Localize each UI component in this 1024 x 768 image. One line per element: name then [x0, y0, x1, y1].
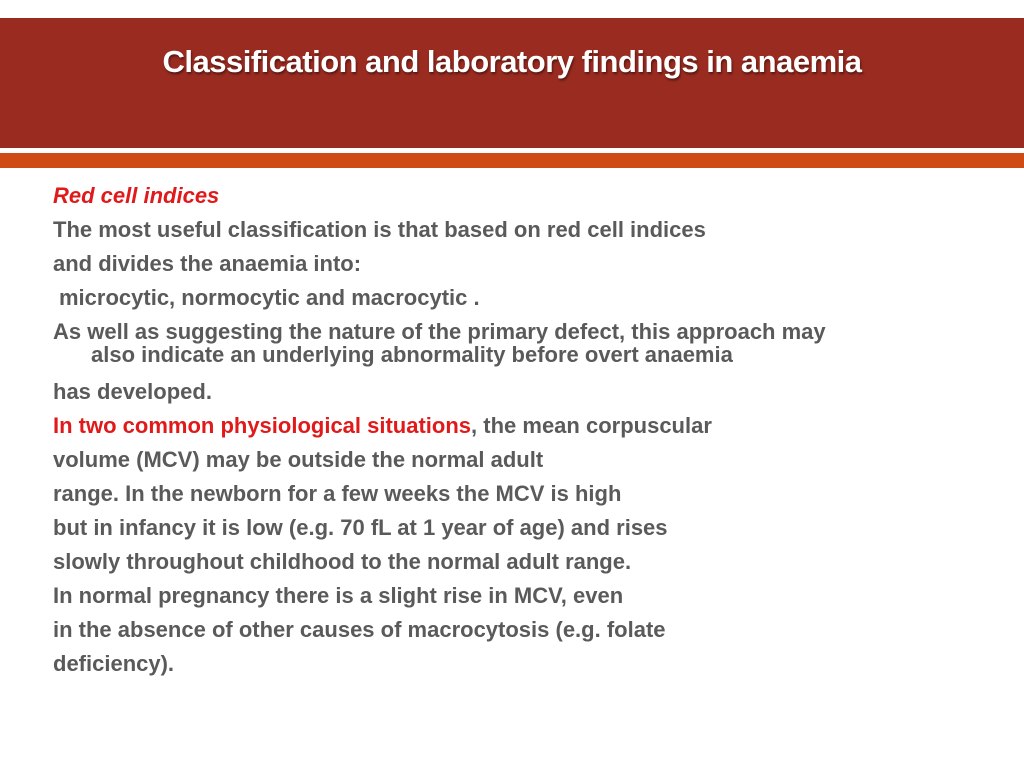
body-line: but in infancy it is low (e.g. 70 fL at 1 year of age) and rises — [53, 515, 668, 540]
section-heading — [53, 181, 953, 215]
body-line: As well as suggesting the nature of the primary defect, this approach may — [53, 319, 826, 344]
body-line: volume (MCV) may be outside the normal adult — [53, 447, 544, 472]
body-line: in the absence of other causes of macrocytosis (e.g. folate — [53, 617, 666, 642]
body-line: microcytic, normocytic and macrocytic . — [59, 285, 480, 310]
body-line: deficiency). — [53, 651, 175, 676]
body-line: range. In the newborn for a few weeks the MCV is high — [53, 481, 622, 506]
slide-body — [53, 181, 953, 683]
body-line: has developed. — [53, 379, 212, 404]
slide-title: Classification and laboratory findings in anaemia — [162, 44, 862, 79]
body-line — [53, 411, 953, 445]
header-band — [0, 18, 1024, 148]
body-line: slowly throughout childhood to the normal adult range. — [53, 549, 632, 574]
body-text: , the mean corpuscular — [471, 413, 712, 438]
body-line-continuation: also indicate an underlying abnormality before overt anaemia — [91, 342, 733, 367]
body-line: The most useful classification is that based on red cell indices — [53, 217, 706, 242]
section-heading-text: Red cell indices — [53, 183, 220, 208]
body-line: In normal pregnancy there is a slight rise in MCV, even — [53, 583, 624, 608]
body-line: and divides the anaemia into: — [53, 251, 362, 276]
accent-bar — [0, 153, 1024, 168]
highlight-text: In two common physiological situations — [53, 413, 472, 438]
